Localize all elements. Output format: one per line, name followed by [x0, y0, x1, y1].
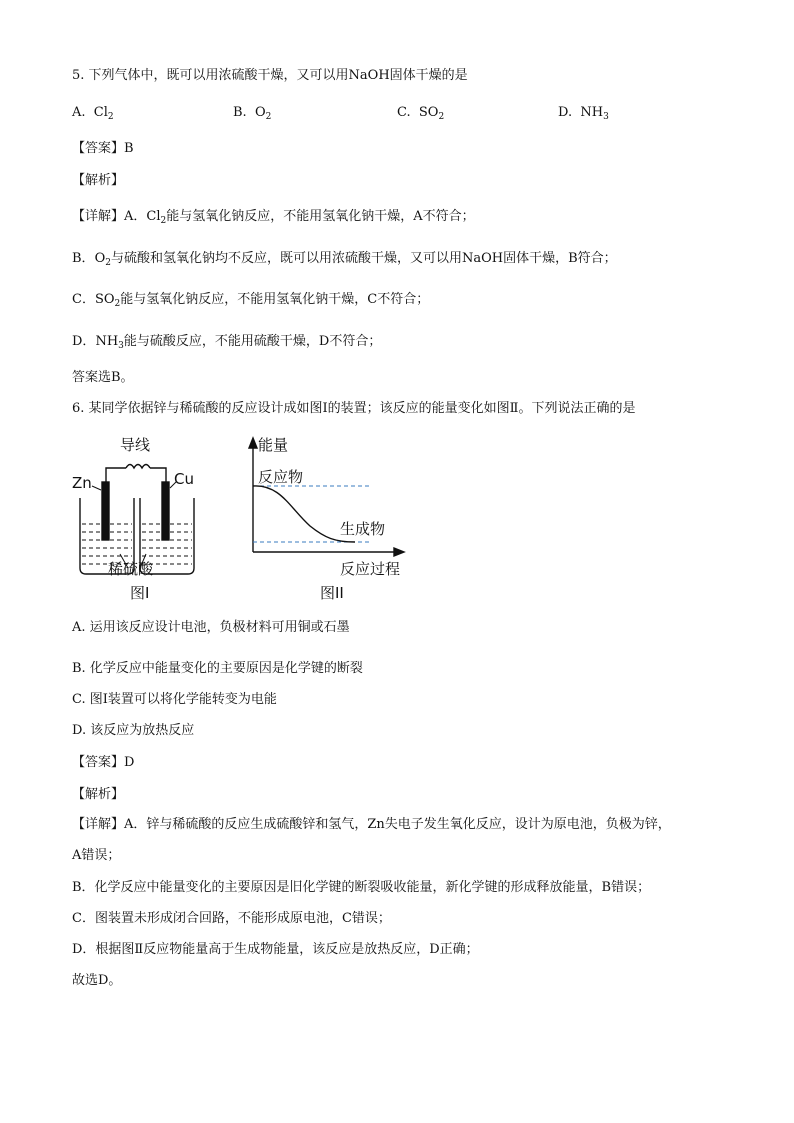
q6-option-a: A. 运用该反应设计电池，负极材料可用铜或石墨: [72, 620, 350, 635]
explanation-subscript: 2: [114, 299, 121, 309]
q6-stem: 6. 某同学依据锌与稀硫酸的反应设计成如图Ⅰ的装置；该反应的能量变化如图Ⅱ。下列说法正确的是: [72, 401, 636, 416]
option-letter: B.: [233, 105, 247, 120]
q6-option-b: B. 化学反应中能量变化的主要原因是化学键的断裂: [72, 661, 363, 676]
option-formula: SO: [418, 105, 439, 120]
answer-label: 【答案】: [72, 141, 125, 156]
q5-answer: [72, 139, 134, 159]
q5-option-d: [558, 103, 609, 123]
explanation-subscript: 2: [160, 216, 167, 226]
q5-conclusion: 答案选B。: [72, 370, 134, 385]
q5-explanation-a: [72, 207, 475, 227]
zn-electrode: [102, 482, 109, 540]
reactant-label: 反应物: [258, 468, 304, 486]
explanation-prefix: A．: [124, 209, 147, 224]
q6-conclusion: 故选D。: [72, 973, 122, 988]
cu-label: Cu: [174, 470, 194, 488]
q6-figure: [70, 428, 420, 608]
q5-explanation-b: [72, 249, 617, 269]
q5-option-b: [233, 103, 271, 123]
cu-electrode: [162, 482, 169, 540]
figure-1-caption: 图I: [130, 584, 150, 602]
explanation-prefix: D．: [72, 334, 96, 349]
q5-stem: 5. 下列气体中，既可以用浓硫酸干燥，又可以用NaOH固体干燥的是: [72, 68, 468, 83]
option-subscript: 2: [265, 112, 272, 122]
option-formula: Cl: [93, 105, 108, 120]
q6-option-d: D. 该反应为放热反应: [72, 723, 195, 738]
explanation-formula: NH: [95, 334, 119, 349]
q5-option-c: [397, 103, 444, 123]
wire-coil-icon: [126, 465, 150, 469]
explanation-text: 能与氢氧化钠反应，不能用氢氧化钠干燥，C不符合；: [120, 292, 430, 307]
explanation-text: 能与氢氧化钠反应，不能用氢氧化钠干燥，A不符合；: [166, 209, 475, 224]
q6-option-c: C. 图Ⅰ装置可以将化学能转变为电能: [72, 692, 277, 707]
q6-explanation-a: 【详解】A．锌与稀硫酸的反应生成硫酸锌和氢气，Zn失电子发生氧化反应，设计为原电池，负极为锌，: [72, 817, 671, 832]
detail-label: 【详解】: [72, 209, 125, 224]
figure-2-caption: 图II: [320, 584, 344, 602]
option-subscript: 2: [107, 112, 114, 122]
explanation-prefix: B．: [72, 251, 95, 266]
q6-explanation-a-cont: A错误；: [72, 848, 121, 863]
q5-option-a: [72, 103, 114, 123]
option-letter: D.: [558, 105, 573, 120]
wire-label: 导线: [120, 436, 151, 454]
option-subscript: 2: [438, 112, 445, 122]
acid-label: 稀硫酸: [108, 560, 154, 578]
explanation-subscript: 3: [118, 341, 124, 351]
explanation-subscript: 2: [105, 258, 111, 268]
q6-explanation-c: C．图装置未形成闭合回路，不能形成原电池，C错误；: [72, 911, 391, 926]
q6-explanation-d: D．根据图Ⅱ反应物能量高于生成物能量，该反应是放热反应，D正确；: [72, 942, 479, 957]
option-formula: O: [254, 105, 266, 120]
option-formula: NH: [580, 105, 604, 120]
answer-label: 【答案】: [72, 755, 125, 770]
explanation-formula: SO: [94, 292, 115, 307]
x-axis-label: 反应过程: [340, 560, 401, 578]
q5-explanation-c: [72, 290, 429, 310]
q6-explanation-b: B．化学反应中能量变化的主要原因是旧化学键的断裂吸收能量，新化学键的形成释放能量，B错误；: [72, 880, 651, 895]
zn-pointer: [92, 486, 101, 490]
x-axis-arrow-icon: [394, 548, 404, 556]
answer-value: D: [124, 755, 135, 770]
explanation-formula: O: [94, 251, 106, 266]
y-axis-arrow-icon: [249, 438, 257, 448]
answer-value: B: [124, 141, 134, 156]
q6-analysis-label: 【解析】: [72, 787, 125, 802]
q5-explanation-d: [72, 332, 381, 352]
explanation-prefix: C．: [72, 292, 95, 307]
product-label: 生成物: [340, 520, 386, 538]
figure-2-energy-diagram: [249, 438, 404, 556]
explanation-formula: Cl: [146, 209, 161, 224]
option-subscript: 3: [603, 112, 609, 122]
q6-answer: [72, 753, 134, 773]
q5-analysis-label: 【解析】: [72, 173, 125, 188]
y-axis-label: 能量: [258, 436, 289, 454]
explanation-text: 能与硫酸反应，不能用硫酸干燥，D不符合；: [123, 334, 382, 349]
acid-liquid: [82, 524, 192, 564]
explanation-text: 与硫酸和氢氧化钠均不反应，既可以用浓硫酸干燥，又可以用NaOH固体干燥，B符合；: [110, 251, 617, 266]
zn-label: Zn: [72, 474, 92, 492]
option-letter: C.: [397, 105, 411, 120]
option-letter: A.: [72, 105, 86, 120]
